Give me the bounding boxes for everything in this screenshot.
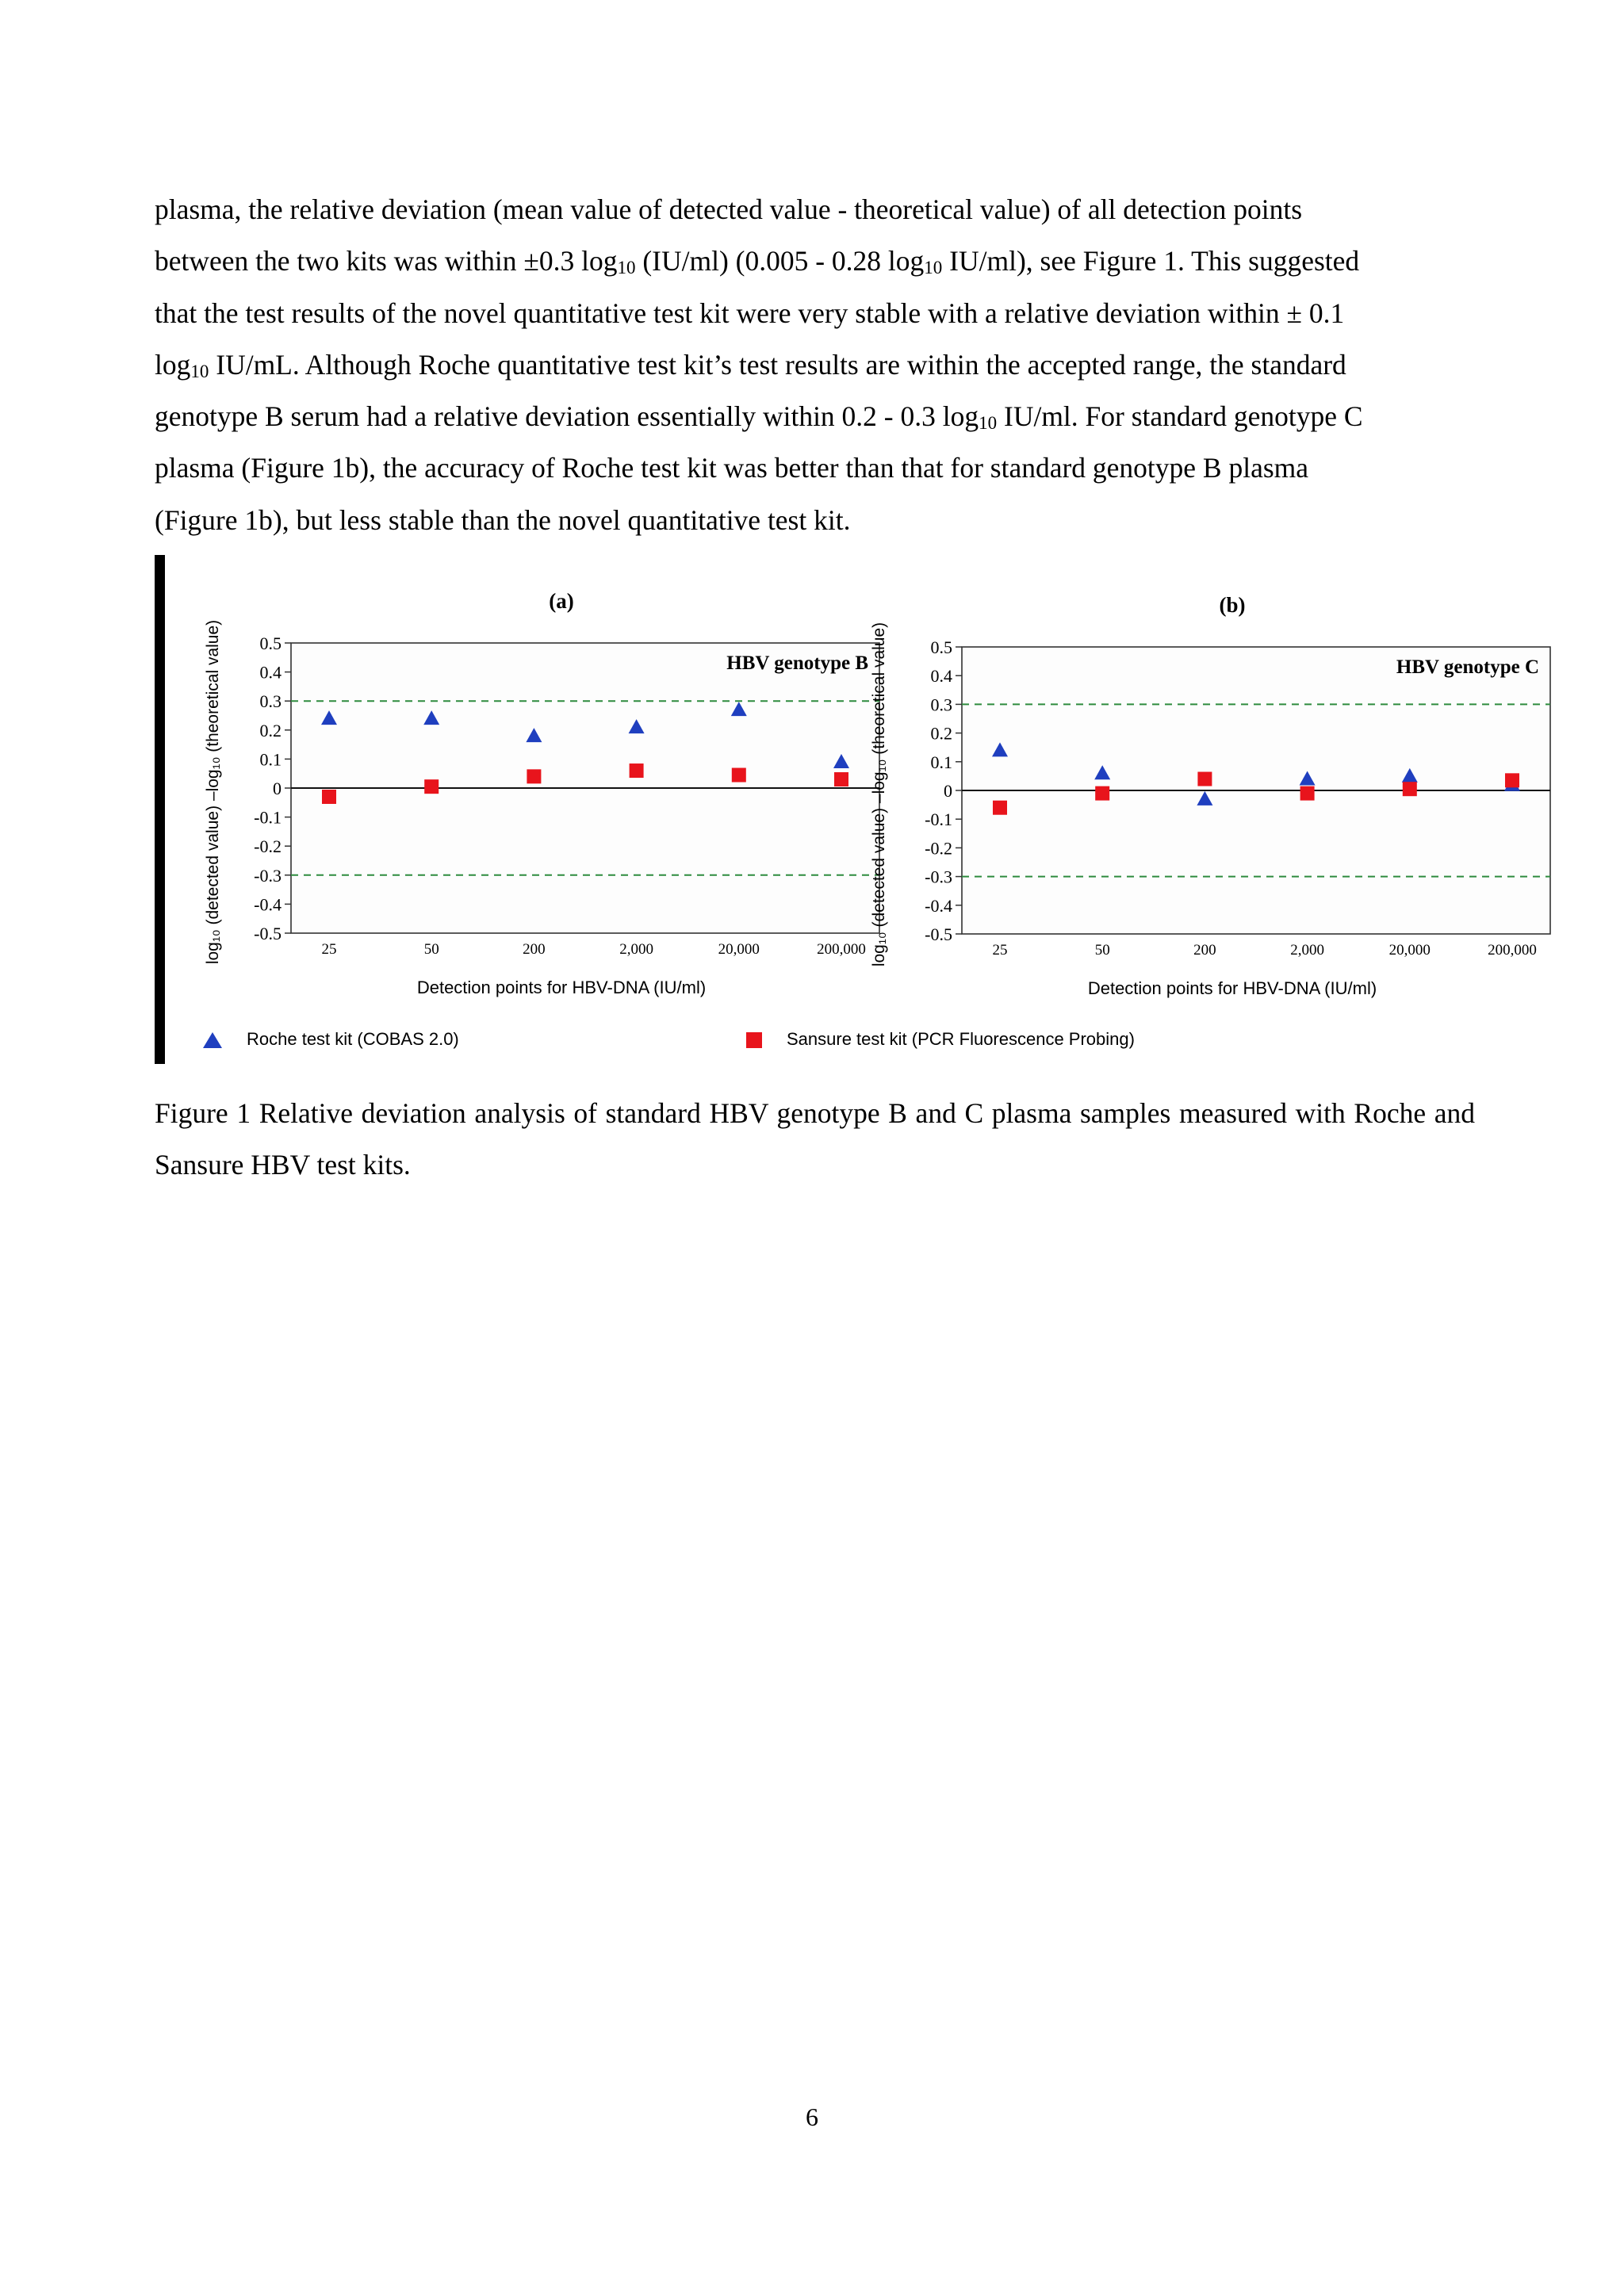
- legend-roche: [202, 1029, 459, 1050]
- panel-label: (b): [1219, 593, 1246, 617]
- sansure-data-point: [1095, 786, 1109, 801]
- y-tick-label: -0.4: [254, 894, 282, 915]
- y-axis-label: log₁₀ (detected value) –log₁₀ (theoretical value): [204, 619, 222, 965]
- figure-1-charts: [155, 555, 1539, 1031]
- x-tick-label: 25: [321, 941, 337, 958]
- sansure-data-point: [834, 772, 848, 786]
- x-tick-label: 200,000: [817, 941, 866, 958]
- page-number: 6: [806, 2103, 818, 2131]
- sansure-data-point: [1300, 786, 1315, 801]
- paragraph-line: [155, 339, 1475, 391]
- sansure-data-point: [732, 768, 746, 783]
- x-tick-label: 25: [992, 942, 1008, 959]
- y-tick-label: 0.4: [930, 666, 952, 687]
- paragraph-line: [155, 391, 1475, 442]
- y-tick-label: 0.1: [259, 749, 282, 770]
- y-tick-label: 0.4: [259, 662, 282, 683]
- legend-roche-label: Roche test kit (COBAS 2.0): [247, 1029, 459, 1049]
- figure-caption: Figure 1 Relative deviation analysis of standard HBV genotype B and C plasma samples measured with Roche and Sansure HBV test kits.: [155, 1097, 1475, 1181]
- y-tick-label: -0.3: [254, 865, 282, 886]
- sansure-data-point: [1197, 772, 1212, 786]
- paragraph-line: [155, 184, 1475, 235]
- x-tick-label: 20,000: [718, 941, 760, 958]
- x-tick-label: 50: [423, 941, 439, 958]
- y-tick-label: 0.1: [930, 752, 952, 772]
- x-tick-label: 2,000: [619, 941, 653, 958]
- triangle-marker-icon: [202, 1031, 223, 1049]
- paragraph-text: plasma, the relative deviation (mean value of detected value - theoretical value) of all detection points: [155, 193, 1303, 225]
- x-tick-label: 20,000: [1388, 942, 1431, 959]
- y-tick-label: 0.3: [259, 691, 282, 712]
- x-tick-label: 200: [1193, 942, 1216, 959]
- chart-title: HBV genotype B: [726, 652, 868, 674]
- paragraph-text: 10: [924, 258, 943, 278]
- paragraph-line: [155, 495, 1475, 546]
- sansure-data-point: [630, 763, 644, 778]
- y-tick-label: -0.5: [254, 924, 282, 943]
- sansure-data-point: [527, 769, 541, 783]
- x-tick-label: 200,000: [1488, 942, 1537, 959]
- paragraph-text: IU/ml), see Figure 1. This suggested: [942, 245, 1360, 277]
- y-tick-label: -0.3: [925, 867, 952, 887]
- paragraph-text: 10: [617, 258, 636, 278]
- y-tick-label: 0.2: [930, 723, 952, 744]
- sansure-data-point: [322, 790, 336, 804]
- y-tick-label: -0.2: [925, 838, 952, 859]
- y-tick-label: -0.4: [925, 895, 952, 916]
- body-paragraph: [155, 184, 1475, 546]
- paragraph-line: [155, 235, 1475, 287]
- paragraph-line: [155, 288, 1475, 339]
- sansure-data-point: [424, 779, 439, 794]
- paragraph-text: genotype B serum had a relative deviation essentially within 0.2 - 0.3 log: [155, 400, 979, 433]
- paragraph-text: 10: [190, 361, 209, 381]
- paragraph-text: IU/ml. For standard genotype C: [997, 400, 1363, 433]
- y-tick-label: -0.5: [925, 924, 952, 944]
- y-tick-label: 0.5: [930, 637, 952, 657]
- x-tick-label: 200: [523, 941, 546, 958]
- y-axis-label: log₁₀ (detected value) –log₁₀ (theoretical value): [870, 622, 888, 967]
- sansure-data-point: [1505, 773, 1519, 787]
- paragraph-text: between the two kits was within ±0.3 log: [155, 245, 618, 277]
- y-tick-label: 0.3: [930, 695, 952, 715]
- paragraph-text: IU/mL. Although Roche quantitative test kit’s test results are within the accepted range, the standard: [209, 348, 1346, 381]
- y-tick-label: -0.1: [925, 809, 952, 830]
- chart-title: HBV genotype C: [1396, 656, 1539, 678]
- y-tick-label: 0: [273, 779, 282, 798]
- paragraph-text: plasma (Figure 1b), the accuracy of Roche test kit was better than that for standard genotype B plasma: [155, 452, 1309, 484]
- y-tick-label: -0.2: [254, 836, 282, 857]
- figure-side-bar: [155, 555, 165, 1064]
- paragraph-text: that the test results of the novel quantitative test kit were very stable with a relative deviation within ± 0.1: [155, 297, 1345, 329]
- panel-label: (a): [549, 589, 574, 613]
- sansure-data-point: [993, 801, 1007, 815]
- paragraph-text: (Figure 1b), but less stable than the novel quantitative test kit.: [155, 503, 851, 536]
- paragraph-text: 10: [979, 413, 998, 434]
- paragraph-text: log: [155, 348, 191, 381]
- x-axis-label: Detection points for HBV-DNA (IU/ml): [416, 978, 707, 997]
- figure-1: [155, 555, 1539, 1066]
- paragraph-text: (IU/ml) (0.005 - 0.28 log: [635, 245, 925, 277]
- paragraph-line: [155, 442, 1475, 494]
- legend-sansure-label: Sansure test kit (PCR Fluorescence Probing): [787, 1029, 1135, 1049]
- y-tick-label: -0.1: [254, 807, 282, 828]
- y-tick-label: 0.5: [259, 633, 282, 653]
- x-tick-label: 50: [1094, 942, 1110, 959]
- x-tick-label: 2,000: [1290, 942, 1324, 959]
- y-tick-label: 0.2: [259, 720, 282, 740]
- y-tick-label: 0: [944, 781, 952, 801]
- sansure-data-point: [1403, 782, 1417, 796]
- x-axis-label: Detection points for HBV-DNA (IU/ml): [1087, 978, 1377, 998]
- square-marker-icon: [745, 1031, 763, 1049]
- legend-sansure: [745, 1029, 1135, 1050]
